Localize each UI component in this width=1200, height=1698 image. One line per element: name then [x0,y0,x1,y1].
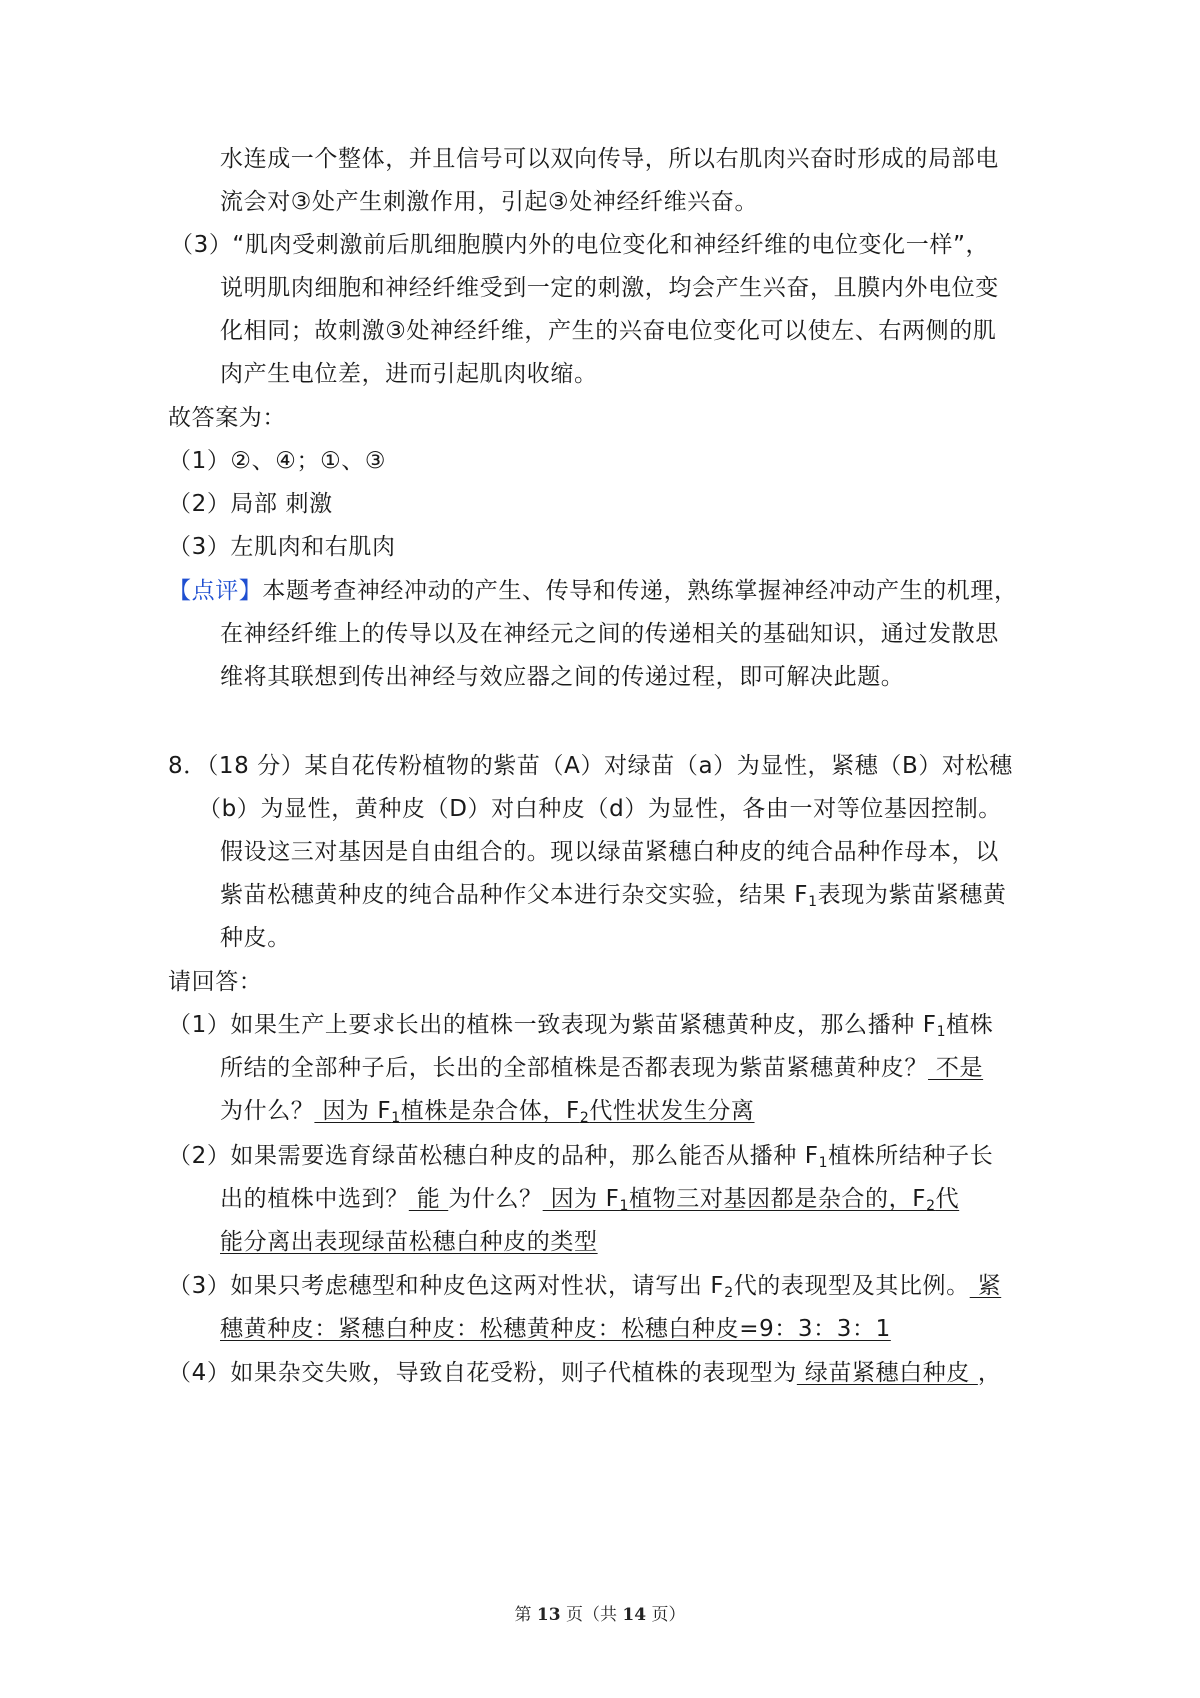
q8-p4-line-1 [168,1357,1001,1389]
comment-text-1: 本题考查神经冲动的产生、传导和传递，熟练掌握神经冲动产生的机理， [262,578,1018,604]
q8-p1-answer-2 [314,1098,754,1124]
page-total: 14 [622,1605,647,1625]
answer-heading: 故答案为： [168,405,286,431]
subscript: 2 [579,1110,590,1126]
q8-p1-text: （1）如果生产上要求长出的植株一致表现为紫苗紧穗黄种皮，那么播种 F [168,1012,937,1038]
q8-p1-line-3 [220,1095,755,1127]
q8-p2-line-1 [168,1140,993,1172]
q8-line-4-text: 紫苗松穗黄种皮的纯合品种作父本进行杂交实验，结果 F [220,882,809,908]
subscript: 2 [724,1285,734,1301]
q8-line-4-text-b: 表现为紫苗紧穗黄 [817,882,1007,908]
prev-q3-line-3: 化相同；故刺激③处神经纤维，产生的兴奋电位变化可以使左、右两侧的肌 [220,318,997,344]
comment-tag: 【点评】 [168,578,263,604]
prev-q3-line-4: 肉产生电位差，进而引起肌肉收缩。 [220,361,598,387]
q8-p1-question: 所结的全部种子后，长出的全部植株是否都表现为紫苗紧穗黄种皮？ [220,1055,928,1081]
q8-p2-question: 出的植株中选到？ [220,1186,409,1212]
q8-line-1: 8．（18 分）某自花传粉植物的紫苗（A）对绿苗（a）为显性，紧穗（B）对松穗 [168,753,1013,779]
q8-p2-answer-2-cont: 能分离出表现绿苗松穗白种皮的类型 [220,1229,598,1255]
answer-text: 代 [935,1186,960,1212]
comment-line-1 [168,575,1018,607]
q8-p2-answer-1: 能 [408,1186,449,1212]
q8-p2-why: 为什么？ [448,1186,543,1212]
answer-1: （1）②、④；①、③ [168,448,387,474]
footer-text: 第 [514,1605,537,1625]
answer-2: （2）局部 刺激 [168,491,333,517]
page-number: 13 [536,1605,561,1625]
page-footer [0,1600,1200,1625]
q8-line-2: （b）为显性，黄种皮（D）对白种皮（d）为显性，各由一对等位基因控制。 [198,796,1002,822]
prev-q3-line-2: 说明肌肉细胞和神经纤维受到一定的刺激，均会产生兴奋，且膜内外电位变 [220,275,999,301]
q8-p1-line-1 [168,1009,993,1041]
comment-line-3: 维将其联想到传出神经与效应器之间的传递过程，即可解决此题。 [220,664,905,690]
q8-p2-line-2 [220,1183,959,1215]
q8-p4-answer: 绿苗紧穗白种皮 [796,1360,978,1386]
prev-explanation-line-2: 流会对③处产生刺激作用，引起③处神经纤维兴奋。 [220,189,759,215]
answer-text: 代性状发生分离 [589,1098,755,1124]
subscript: 1 [936,1024,947,1040]
q8-p2-text-b: 植株所结种子长 [828,1143,994,1169]
prev-explanation-line-1: 水连成一个整体，并且信号可以双向传导，所以右肌肉兴奋时形成的局部电 [220,146,999,172]
q8-p2-answer-2 [543,1186,960,1212]
q8-p3-text: （3）如果只考虑穗型和种皮色这两对性状，请写出 F [168,1273,725,1299]
q8-p1-answer-1: 不是 [928,1055,984,1081]
q8-p2-text: （2）如果需要选育绿苗松穗白种皮的品种，那么能否从播种 F [168,1143,819,1169]
q8-p3-line-1 [168,1270,1001,1302]
subscript: 1 [808,894,818,910]
prev-q3-line-1: （3）“肌肉受刺激前后肌细胞膜内外的电位变化和神经纤维的电位变化一样”， [170,232,990,258]
q8-p4-text: （4）如果杂交失败，导致自花受粉，则子代植株的表现型为 [168,1360,797,1386]
q8-p1-why: 为什么？ [220,1098,315,1124]
q8-ask: 请回答： [168,969,263,995]
answer-text: 植株是杂合体，F [400,1098,580,1124]
footer-text: 页（共 [560,1605,623,1625]
answer-text: 植物三对基因都是杂合的，F [629,1186,927,1212]
q8-line-4 [220,879,1006,911]
q8-p3-text-b: 代的表现型及其比例。 [733,1273,970,1299]
q8-line-5: 种皮。 [220,925,291,951]
answer-text: 因为 F [314,1098,392,1124]
answer-text: 因为 F [542,1186,620,1212]
q8-p1-line-2 [220,1052,983,1084]
q8-p1-text-b: 植株 [946,1012,994,1038]
q8-p3-answer: 紧 [969,1273,1002,1299]
footer-text: 页） [646,1605,686,1625]
subscript: 2 [926,1198,936,1214]
q8-p3-answer-cont: 穗黄种皮：紧穗白种皮：松穗黄种皮：松穗白种皮=9：3：3：1 [220,1316,891,1342]
subscript: 1 [619,1198,630,1214]
answer-3: （3）左肌肉和右肌肉 [168,534,396,560]
q8-p4-punct: ， [977,1360,1002,1386]
subscript: 1 [391,1110,401,1126]
q8-line-3: 假设这三对基因是自由组合的。现以绿苗紧穗白种皮的纯合品种作母本，以 [220,839,999,865]
comment-line-2: 在神经纤维上的传导以及在神经元之间的传递相关的基础知识，通过发散思 [220,621,999,647]
subscript: 1 [818,1155,829,1171]
